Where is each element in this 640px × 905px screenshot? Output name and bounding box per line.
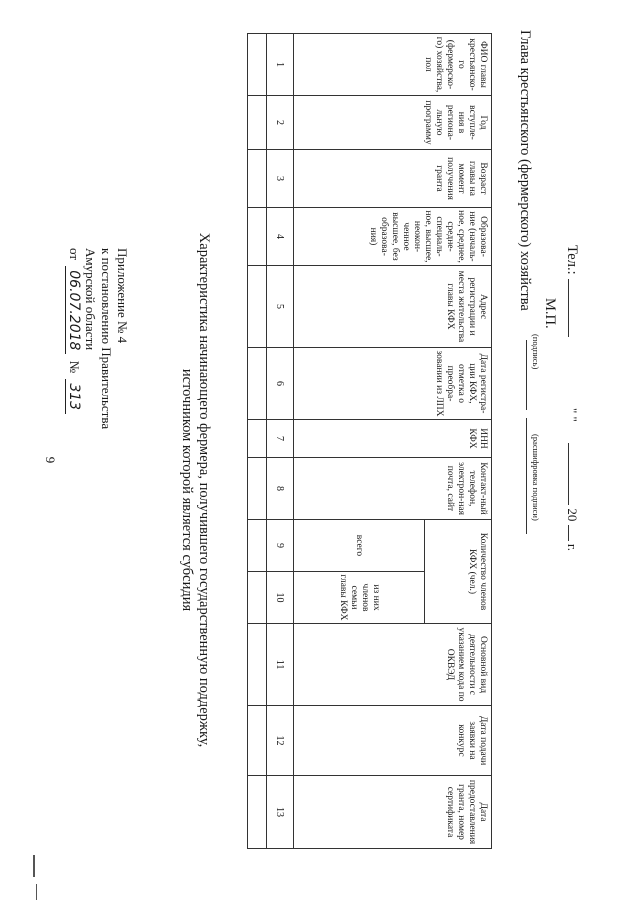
header-cell: Год вступле-ния в региона-льную программу <box>294 96 492 150</box>
appendix-block <box>65 248 130 508</box>
column-number: 3 <box>267 150 294 208</box>
column-number: 4 <box>267 208 294 266</box>
column-number: 2 <box>267 96 294 150</box>
header-cell: Адрес регистрации и места жительства главы КФХ <box>294 266 492 348</box>
header-cell: Основной вид деятельности с указанием кода по ОКВЭД <box>294 624 492 706</box>
appendix-line: Амурской области <box>83 248 98 351</box>
column-number: 8 <box>267 458 294 520</box>
header-cell: Дата предоставления гранта, номер сертификата <box>294 776 492 849</box>
date-month-line <box>568 443 569 505</box>
handwritten-number: 313 <box>65 379 82 414</box>
subheader-total: всего <box>294 520 425 572</box>
farm-head-label: Глава крестьянского (фермерского) хозяйства <box>517 30 533 311</box>
subheader-family: из них членов семьи главы КФХ <box>294 572 425 624</box>
column-number: 5 <box>267 266 294 348</box>
handwritten-date: 06.07.2018 <box>65 266 82 354</box>
from-label: от <box>67 248 82 261</box>
column-number: 9 <box>267 520 294 572</box>
header-cell: Возраст главы на момент получения гранта <box>294 150 492 208</box>
header-row <box>425 34 492 849</box>
header-cell: Количество членов КФХ (чел.) <box>425 520 492 624</box>
page-number: 9 <box>43 456 58 464</box>
appendix-line: Приложение № 4 <box>115 248 130 344</box>
date-field <box>564 408 580 551</box>
column-number-row <box>267 34 294 849</box>
decoding-caption: (расшифровка подписи) <box>531 434 541 521</box>
empty-data-row <box>248 34 267 849</box>
phone-line <box>568 279 569 337</box>
column-number: 13 <box>267 776 294 849</box>
header-cell: Дата регистра-ции КФХ, отметка о преобра-зовании из ЛПХ <box>294 348 492 420</box>
appendix-date-line <box>65 248 82 508</box>
column-number: 6 <box>267 348 294 420</box>
title-line: Характеристика начинающего фермера, получившего государственную поддержку, <box>196 232 212 748</box>
header-cell: ФИО главы крестьянско-го (фермерско-го) хозяйства, пол <box>294 34 492 96</box>
column-number: 10 <box>267 572 294 624</box>
document-title <box>178 180 212 800</box>
phone-label: Тел.: <box>564 245 580 275</box>
phone-field <box>563 245 580 337</box>
header-cell: Контакт-ный телефон, электрон-ная почта, сайт <box>294 458 492 520</box>
farmer-characteristics-table <box>247 33 492 849</box>
header-cell: Дата подачи заявки на конкурс <box>294 706 492 776</box>
stamp-place: М.П. <box>542 298 558 329</box>
column-number: 12 <box>267 706 294 776</box>
title-line: источником которой является субсидия <box>179 368 195 612</box>
header-cell: Образова-ние (началь-ное, среднее, средне-специаль-ное, высшее, неокон-ченное высшее, без образова-ния) <box>294 208 492 266</box>
column-number: 1 <box>267 34 294 96</box>
signature-caption: (подпись) <box>531 334 541 370</box>
signature-line <box>526 340 527 410</box>
header-cell: ИНН КФХ <box>294 420 492 458</box>
decoding-line <box>526 418 527 534</box>
year-suffix: г. <box>565 543 580 551</box>
column-number: 11 <box>267 624 294 706</box>
year-line <box>568 525 569 541</box>
appendix-line: к постановлению Правительства <box>99 248 114 430</box>
year-prefix: 20 <box>565 508 580 522</box>
column-number: 7 <box>267 420 294 458</box>
number-label: № <box>67 360 82 374</box>
date-quotes: " " <box>565 408 580 422</box>
